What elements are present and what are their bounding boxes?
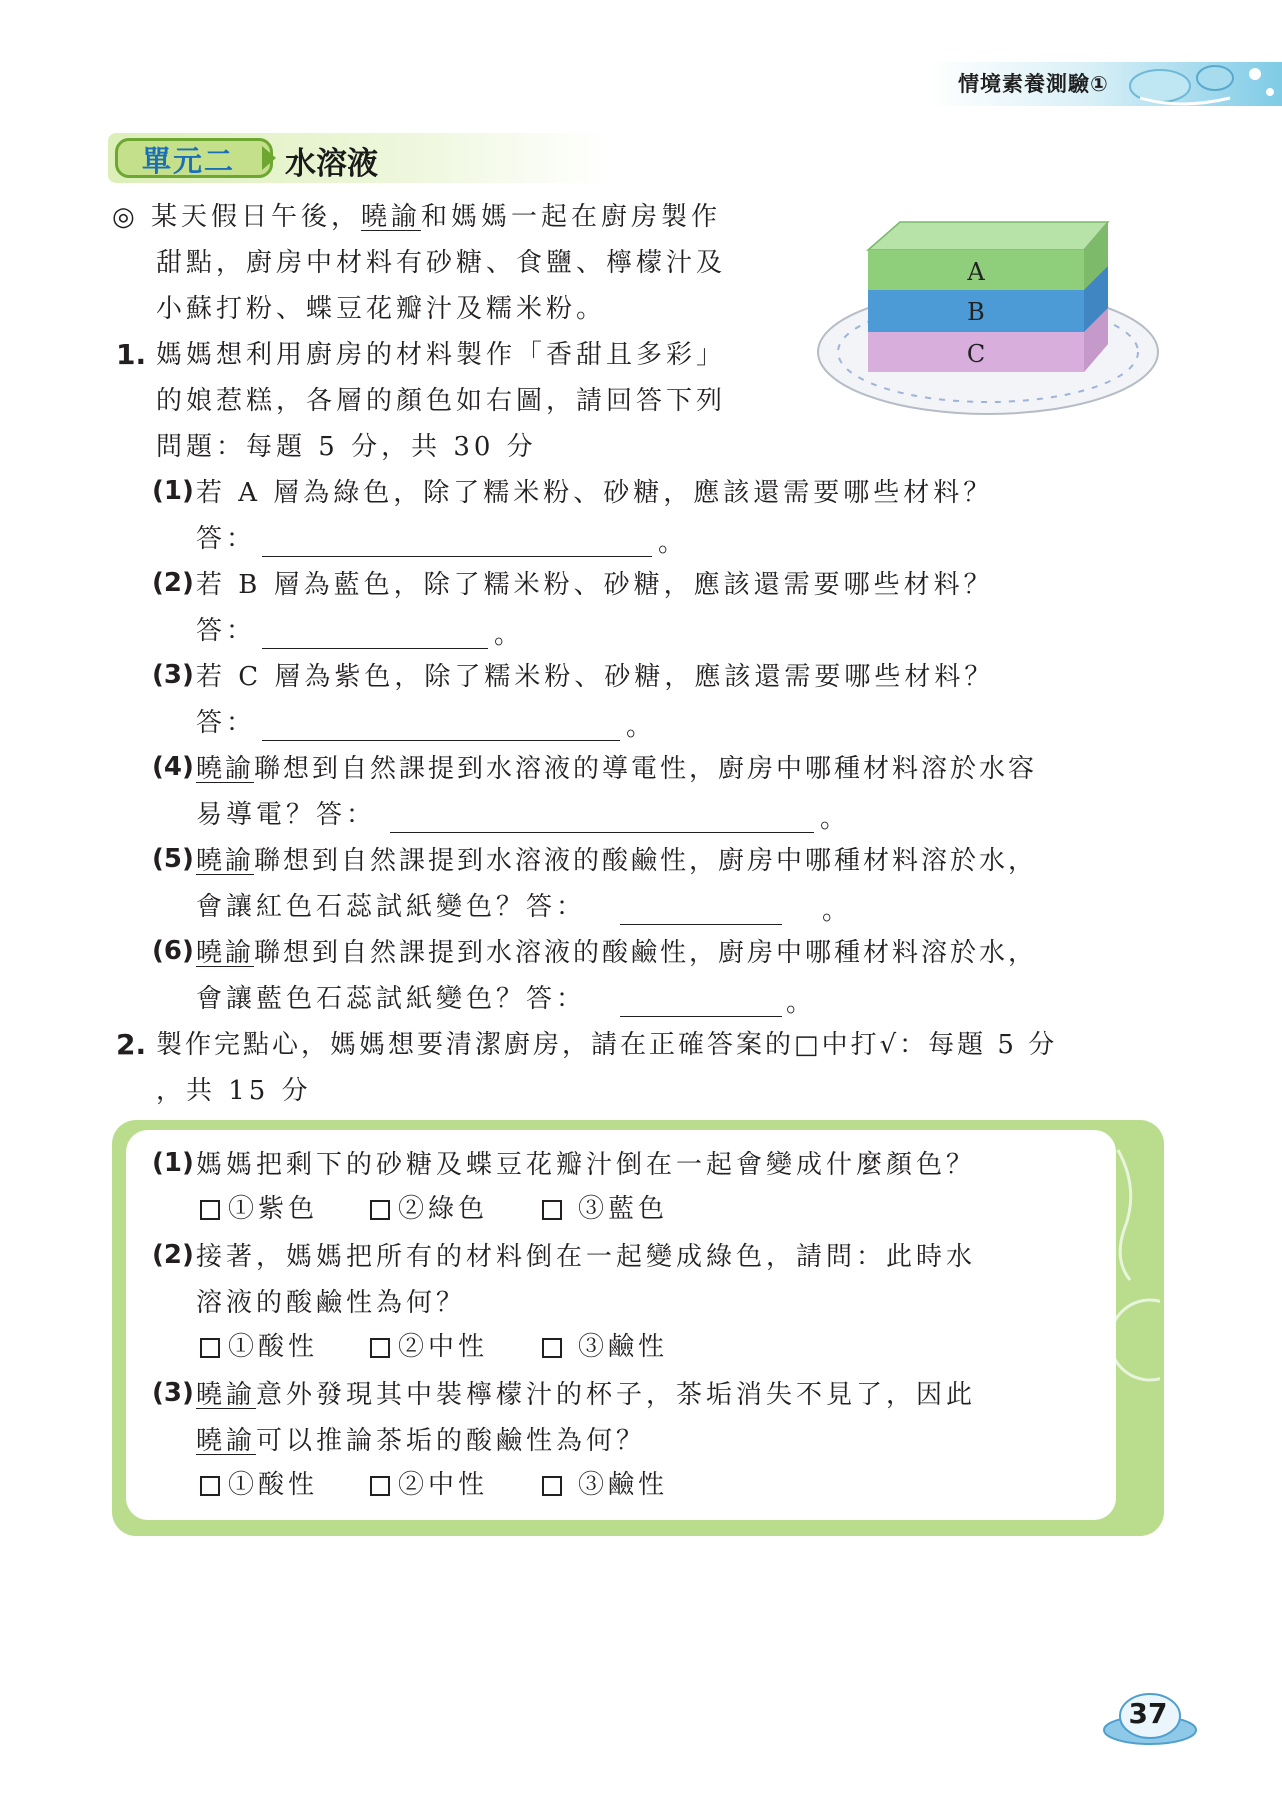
- student-name: 曉諭: [196, 754, 255, 784]
- q1-3-answer-blank[interactable]: [262, 740, 620, 741]
- student-name: 曉諭: [196, 1426, 257, 1456]
- q1-4-number: (4): [152, 752, 194, 782]
- q1-number: 1.: [116, 338, 147, 371]
- q1-6-period: 。: [786, 988, 817, 1018]
- q2-line-1: 製作完點心，媽媽想要清潔廚房，請在正確答案的□中打√：每題 5 分: [156, 1030, 1058, 1060]
- map-decoration: [1110, 1130, 1160, 1520]
- unit-arrow-icon: [262, 146, 276, 170]
- q2-3-option-1: ①酸性: [228, 1470, 319, 1500]
- layer-c-label: C: [966, 340, 986, 368]
- q2-3-option-3: ③鹼性: [578, 1470, 669, 1500]
- layered-cake-figure: [816, 214, 1160, 424]
- q1-4-line-2: 易導電？答：: [196, 800, 377, 830]
- q1-4-answer-blank[interactable]: [390, 832, 814, 833]
- planet-decoration-icon: [1120, 58, 1282, 110]
- series-title: 情境素養測驗①: [958, 72, 1109, 96]
- q2-1-option-2-checkbox[interactable]: [370, 1200, 390, 1220]
- q1-2-answer-label: 答：: [196, 616, 257, 646]
- q2-answer-box-inner: [126, 1130, 1116, 1520]
- q1-6-line-2: 會讓藍色石蕊試紙變色？答：: [196, 984, 587, 1014]
- q1-3-period: 。: [626, 712, 657, 742]
- q2-3-option-2: ②中性: [398, 1470, 489, 1500]
- q1-line-1: 媽媽想利用廚房的材料製作「香甜且多彩」: [156, 340, 727, 370]
- q2-3-option-3-checkbox[interactable]: [542, 1476, 562, 1496]
- unit-label: 單元二: [142, 144, 236, 178]
- q2-1-option-3: ③藍色: [578, 1194, 669, 1224]
- q1-line-2: 的娘惹糕，各層的顏色如右圖，請回答下列: [156, 386, 727, 416]
- q2-3-option-1-checkbox[interactable]: [200, 1476, 220, 1496]
- q1-6-text: 聯想到自然課提到水溶液的酸鹼性，廚房中哪種材料溶於水，: [254, 938, 1038, 968]
- q2-1-number: (1): [152, 1148, 194, 1178]
- q2-2-line-2: 溶液的酸鹼性為何？: [196, 1288, 467, 1318]
- q1-6-number: (6): [152, 936, 194, 966]
- q1-1-answer-blank[interactable]: [262, 556, 652, 557]
- student-name: 曉諭: [196, 938, 255, 968]
- cake-top-face: [868, 222, 1108, 250]
- intro-text-a: 某天假日午後，: [150, 202, 361, 232]
- q1-5-answer-blank[interactable]: [620, 924, 782, 925]
- intro-line-2: 甜點，廚房中材料有砂糖、食鹽、檸檬汁及: [156, 248, 727, 278]
- q2-3-option-2-checkbox[interactable]: [370, 1476, 390, 1496]
- q2-2-option-3-checkbox[interactable]: [542, 1338, 562, 1358]
- student-name: 曉諭: [196, 1380, 257, 1410]
- q1-3-number: (3): [152, 660, 194, 690]
- q2-2-option-1: ①酸性: [228, 1332, 319, 1362]
- q1-4-text: 聯想到自然課提到水溶液的導電性，廚房中哪種材料溶於水容: [254, 754, 1038, 784]
- q2-1-option-1-checkbox[interactable]: [200, 1200, 220, 1220]
- q1-5-period: 。: [822, 896, 853, 926]
- q1-2-number: (2): [152, 568, 194, 598]
- q1-3-text: 若 C 層為紫色，除了糯米粉、砂糖，應該還需要哪些材料？: [196, 662, 995, 692]
- q1-5-line-2: 會讓紅色石蕊試紙變色？答：: [196, 892, 587, 922]
- q1-6-answer-blank[interactable]: [620, 1016, 782, 1017]
- q1-4-line-1: [196, 752, 1037, 786]
- q2-3-text-2: 可以推論茶垢的酸鹼性為何？: [256, 1426, 647, 1456]
- q2-2-line-1: 接著，媽媽把所有的材料倒在一起變成綠色，請問：此時水: [196, 1242, 977, 1272]
- q2-1-option-1: ①紫色: [228, 1194, 319, 1224]
- q1-5-line-1: [196, 844, 1037, 878]
- q2-1-option-2: ②綠色: [398, 1194, 489, 1224]
- q1-2-period: 。: [494, 620, 525, 650]
- q1-1-answer-label: 答：: [196, 524, 257, 554]
- q1-4-period: 。: [820, 804, 851, 834]
- q1-5-number: (5): [152, 844, 194, 874]
- q2-1-option-3-checkbox[interactable]: [542, 1200, 562, 1220]
- q1-6-line-1: [196, 936, 1037, 970]
- q1-3-answer-label: 答：: [196, 708, 257, 738]
- q2-2-option-3: ③鹼性: [578, 1332, 669, 1362]
- layer-b-label: B: [967, 298, 985, 326]
- q2-3-number: (3): [152, 1378, 194, 1408]
- q1-1-period: 。: [658, 528, 689, 558]
- q2-2-option-2: ②中性: [398, 1332, 489, 1362]
- q2-2-option-1-checkbox[interactable]: [200, 1338, 220, 1358]
- q2-3-line-2: [196, 1424, 646, 1458]
- student-name: 曉諭: [360, 202, 421, 232]
- layer-a-label: A: [967, 258, 985, 286]
- q1-1-text: 若 A 層為綠色，除了糯米粉、砂糖，應該還需要哪些材料？: [196, 478, 994, 508]
- q2-2-number: (2): [152, 1240, 194, 1270]
- intro-line-1: [112, 200, 721, 234]
- intro-text-b: 和媽媽一起在廚房製作: [420, 202, 721, 232]
- q2-3-text: 意外發現其中裝檸檬汁的杯子，茶垢消失不見了，因此: [256, 1380, 977, 1410]
- unit-title: 水溶液: [285, 146, 378, 182]
- q2-line-2: ，共 15 分: [156, 1076, 312, 1106]
- q2-3-line-1: [196, 1378, 976, 1412]
- q1-5-text: 聯想到自然課提到水溶液的酸鹼性，廚房中哪種材料溶於水，: [254, 846, 1038, 876]
- q1-2-answer-blank[interactable]: [262, 648, 488, 649]
- q1-1-number: (1): [152, 476, 194, 506]
- q1-line-3: 問題：每題 5 分，共 30 分: [156, 432, 537, 462]
- intro-line-3: 小蘇打粉、蝶豆花瓣汁及糯米粉。: [156, 294, 607, 324]
- intro-mark: ◎: [112, 202, 139, 232]
- student-name: 曉諭: [196, 846, 255, 876]
- q2-1-text: 媽媽把剩下的砂糖及蝶豆花瓣汁倒在一起會變成什麼顏色？: [196, 1150, 977, 1180]
- page-number: 37: [1128, 1697, 1168, 1730]
- q2-number: 2.: [116, 1028, 147, 1061]
- q1-2-text: 若 B 層為藍色，除了糯米粉、砂糖，應該還需要哪些材料？: [196, 570, 994, 600]
- q2-2-option-2-checkbox[interactable]: [370, 1338, 390, 1358]
